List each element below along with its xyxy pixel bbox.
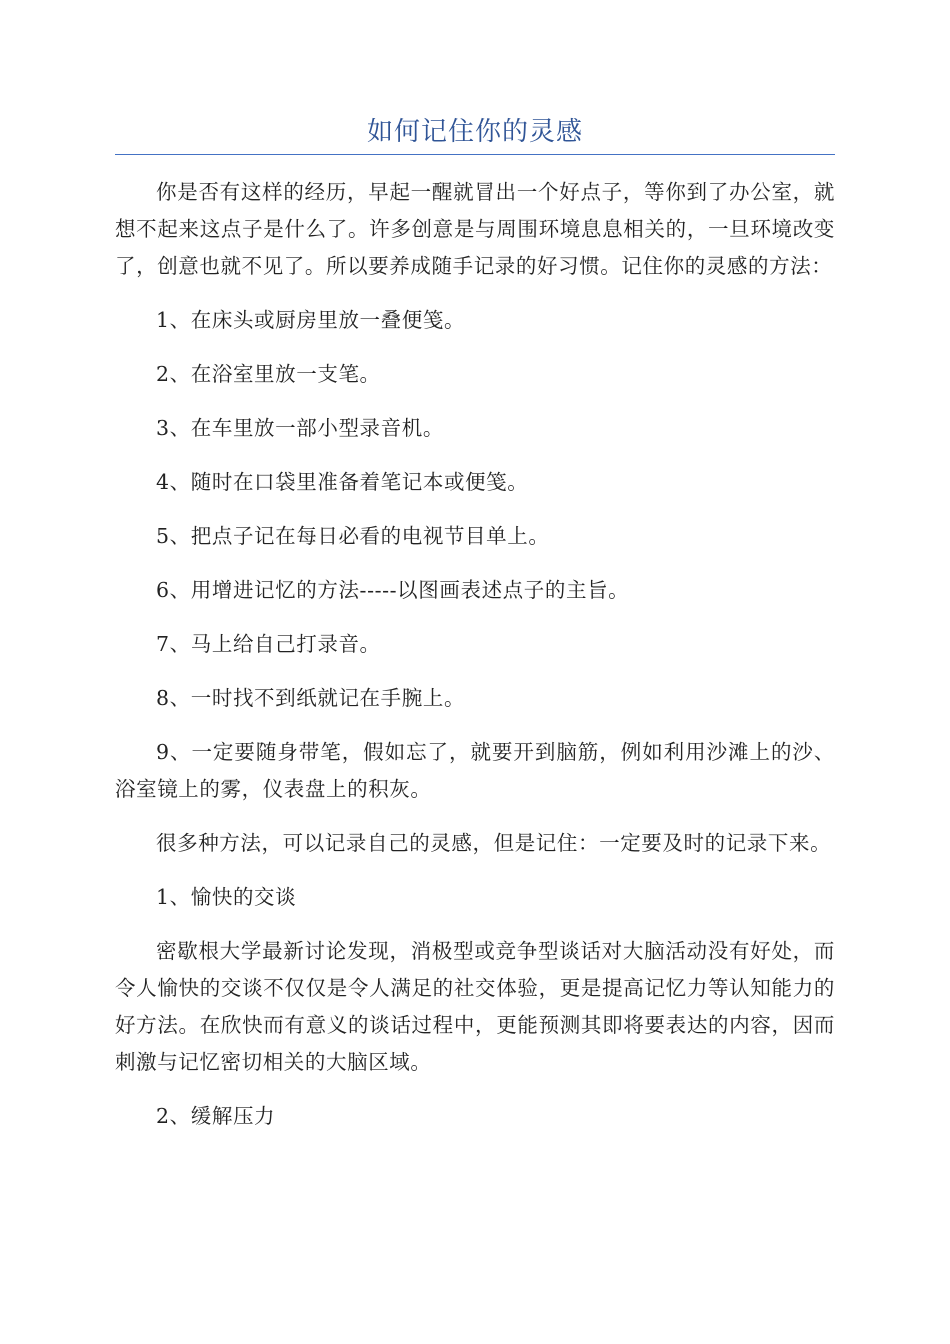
list-item: 6、用增进记忆的方法-----以图画表述点子的主旨。 <box>156 578 630 602</box>
body-paragraph: 密歇根大学最新讨论发现，消极型或竞争型谈话对大脑活动没有好处，而令人愉快的交谈不仅仅是令人满足的社交体验，更是提高记忆力等认知能力的好方法。在欣快而有意义的谈话过程中，更能预测其即将要表达的内容，因而刺激与记忆密切相关的大脑区域。 <box>115 939 835 1074</box>
section-heading: 2、缓解压力 <box>156 1104 276 1128</box>
list-item: 1、在床头或厨房里放一叠便笺。 <box>156 308 466 332</box>
list-item: 3、在车里放一部小型录音机。 <box>156 416 444 440</box>
section-heading: 1、愉快的交谈 <box>156 885 297 909</box>
list-item: 4、随时在口袋里准备着笔记本或便笺。 <box>156 470 529 494</box>
intro-paragraph: 你是否有这样的经历，早起一醒就冒出一个好点子，等你到了办公室，就想不起来这点子是什么了。许多创意是与周围环境息息相关的，一旦环境改变了，创意也就不见了。所以要养成随手记录的好习惯。记住你的灵感的方法： <box>115 180 835 278</box>
list-item: 2、在浴室里放一支笔。 <box>156 362 381 386</box>
list-item: 7、马上给自己打录音。 <box>156 632 381 656</box>
list-item: 9、一定要随身带笔，假如忘了，就要开到脑筋，例如利用沙滩上的沙、浴室镜上的雾，仪表盘上的积灰。 <box>115 740 835 801</box>
title-underline <box>115 154 835 155</box>
document-title: 如何记住你的灵感 <box>366 117 583 147</box>
list-item: 8、一时找不到纸就记在手腕上。 <box>156 686 466 710</box>
list-item: 5、把点子记在每日必看的电视节目单上。 <box>156 524 550 548</box>
document-body <box>115 174 835 1135</box>
summary-paragraph: 很多种方法，可以记录自己的灵感，但是记住：一定要及时的记录下来。 <box>156 831 832 855</box>
